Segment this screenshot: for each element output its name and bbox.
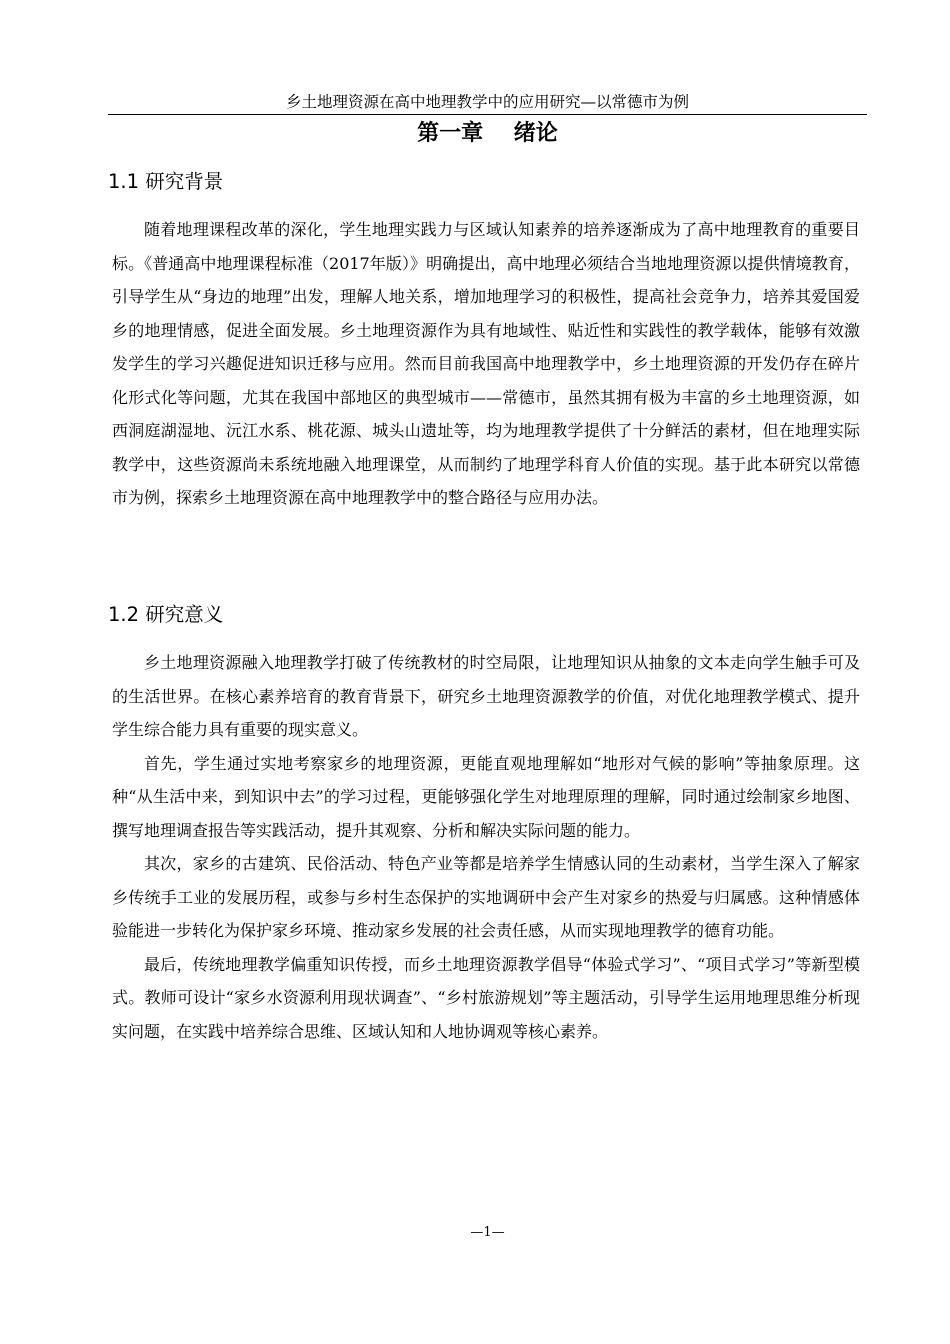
section-body-background [112,213,860,515]
section-heading-background: 1.1 研究背景 [108,170,224,193]
section-body-significance [112,646,860,1048]
paragraph: 随着地理课程改革的深化，学生地理实践力与区域认知素养的培养逐渐成为了高中地理教育的重要目标。《普通高中地理课程标准（2017年版）》明确提出，高中地理必须结合当地地理资源以提供情境教育，引导学生从“身边的地理”出发，理解人地关系，增加地理学习的积极性，提高社会竞争力，培养其爱国爱乡的地理情感，促进全面发展。乡土地理资源作为具有地域性、贴近性和实践性的教学载体，能够有效激发学生的学习兴趣促进知识迁移与应用。然而目前我国高中地理教学中，乡土地理资源的开发仍存在碎片化形式化等问题，尤其在我国中部地区的典型城市——常德市，虽然其拥有极为丰富的乡土地理资源，如西洞庭湖湿地、沅江水系、桃花源、城头山遗址等，均为地理教学提供了十分鲜活的素材，但在地理实际教学中，这些资源尚未系统地融入地理课堂，从而制约了地理学科育人价值的实现。基于此本研究以常德市为例，探索乡土地理资源在高中地理教学中的整合路径与应用办法。 [112,220,860,507]
header-rule [108,114,867,115]
chapter-title: 第一章 绪论 [417,121,558,146]
section-heading-significance: 1.2 研究意义 [108,603,224,626]
running-header: 乡土地理资源在高中地理教学中的应用研究—以常德市为例 [285,93,689,111]
paragraph: 首先，学生通过实地考察家乡的地理资源，更能直观地理解如“地形对气候的影响”等抽象原理。这种“从生活中来，到知识中去”的学习过程，更能够强化学生对地理原理的理解，同时通过绘制家乡地图、撰写地理调查报告等实践活动，提升其观察、分析和解决实际问题的能力。 [112,753,860,840]
paragraph: 最后，传统地理教学偏重知识传授，而乡土地理资源教学倡导“体验式学习”、“项目式学习”等新型模式。教师可设计“家乡水资源利用现状调查”、“乡村旅游规划”等主题活动，引导学生运用地理思维分析现实问题，在实践中培养综合思维、区域认知和人地协调观等核心素养。 [112,954,860,1041]
paragraph: 其次，家乡的古建筑、民俗活动、特色产业等都是培养学生情感认同的生动素材，当学生深入了解家乡传统手工业的发展历程，或参与乡村生态保护的实地调研中会产生对家乡的热爱与归属感。这种情感体验能进一步转化为保护家乡环境、推动家乡发展的社会责任感，从而实现地理教学的德育功能。 [112,854,860,940]
page-number: —1— [470,1225,505,1240]
paragraph: 乡土地理资源融入地理教学打破了传统教材的时空局限，让地理知识从抽象的文本走向学生触手可及的生活世界。在核心素养培育的教育背景下，研究乡土地理资源教学的价值，对优化地理教学模式、提升学生综合能力具有重要的现实意义。 [112,653,860,739]
